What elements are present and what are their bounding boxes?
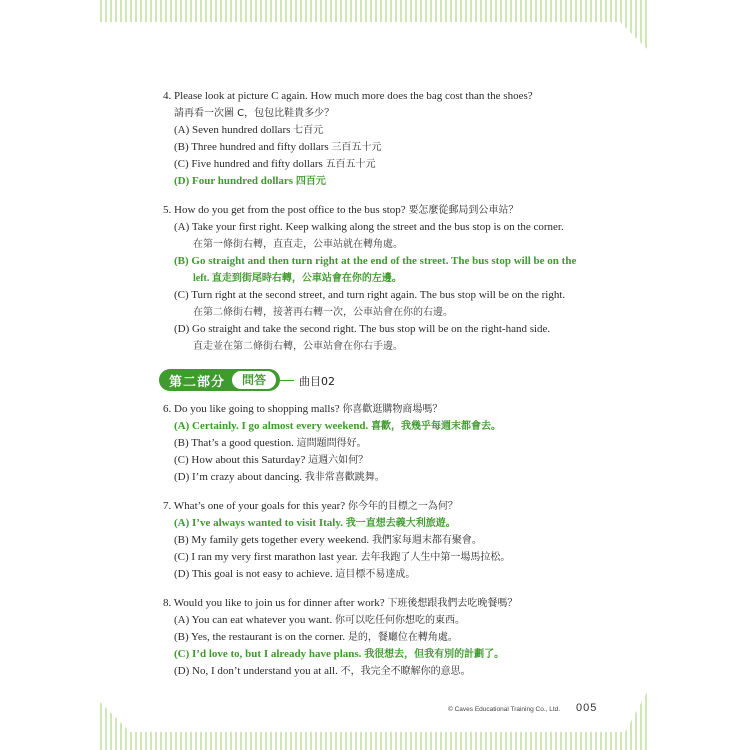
question-8-option-c-correct: (C) I’d love to, but I already have plans. 我很想去，但我有別的計劃了。 <box>174 648 505 660</box>
question-7-prompt: 7. What’s one of your goals for this year? 你今年的目標之一為何？ <box>163 500 458 512</box>
question-6-prompt: 6. Do you like going to shopping malls? 你喜歡逛購物商場嗎？ <box>163 403 443 415</box>
question-5-option-b-correct: (B) Go straight and then turn right at the end of the street. The bus stop will be on the <box>174 255 577 267</box>
page-number: 005 <box>576 702 598 714</box>
question-7-option-a-correct: (A) I’ve always wanted to visit Italy. 我一直想去義大利旅遊。 <box>174 517 456 529</box>
question-6-option-a-correct: (A) Certainly. I go almost every weekend. 喜歡，我幾乎每週末都會去。 <box>174 420 502 432</box>
question-4-option-a: (A) Seven hundred dollars 七百元 <box>174 124 324 136</box>
question-7 <box>163 498 603 583</box>
question-4-option-c: (C) Five hundred and fifty dollars 五百五十元 <box>174 158 376 170</box>
part-2-badge <box>159 369 280 391</box>
bottom-stripe-decoration <box>100 732 650 750</box>
question-5-option-d: (D) Go straight and take the second right. The bus stop will be on the right-hand side. <box>174 323 551 335</box>
question-5-option-a-zh: 在第一條街右轉，直直走，公車站就在轉角處。 <box>193 239 403 250</box>
question-7-option-d: (D) This goal is not easy to achieve. 這目標不易達成。 <box>174 568 416 580</box>
corner-decoration-top-right <box>620 22 650 52</box>
page-content <box>163 88 603 692</box>
copyright-footer: © Caves Educational Training Co., Ltd. <box>448 706 561 713</box>
part-2-header <box>159 367 603 395</box>
question-5-option-d-zh: 直走並在第二條街右轉，公車站會在你右手邊。 <box>193 341 403 352</box>
question-8-prompt: 8. Would you like to join us for dinner after work? 下班後想跟我們去吃晚餐嗎？ <box>163 597 518 609</box>
corner-decoration-bottom-left <box>100 702 130 732</box>
part-2-sublabel: 問答 <box>231 370 277 390</box>
question-6-option-c: (C) How about this Saturday? 這週六如何？ <box>174 454 369 466</box>
question-4-option-b: (B) Three hundred and fifty dollars 三百五十元 <box>174 141 382 153</box>
question-6-option-d: (D) I’m crazy about dancing. 我非常喜歡跳舞。 <box>174 471 385 483</box>
question-5-option-c-zh: 在第二條街右轉，接著再右轉一次，公車站會在你的右邊。 <box>193 307 453 318</box>
question-7-option-c: (C) I ran my very first marathon last year. 去年我跑了人生中第一場馬拉松。 <box>174 551 511 563</box>
question-8 <box>163 595 603 680</box>
question-5-option-b-line2: left. 直走到街尾時右轉，公車站會在你的左邊。 <box>193 273 402 284</box>
question-5-option-c: (C) Turn right at the second street, and turn right again. The bus stop will be on the right. <box>174 289 566 301</box>
part-2-label: 第二部分 <box>169 374 226 390</box>
corner-decoration-bottom-right <box>625 687 650 732</box>
question-5 <box>163 202 603 355</box>
top-stripe-decoration <box>100 0 650 22</box>
question-5-prompt: 5. How do you get from the post office to the bus stop? 要怎麼從郵局到公車站？ <box>163 204 519 216</box>
question-4-prompt-zh: 請再看一次圖 C，包包比鞋貴多少？ <box>174 108 335 119</box>
track-label: 曲目02 <box>299 375 335 388</box>
question-6 <box>163 401 603 486</box>
question-8-option-a: (A) You can eat whatever you want. 你可以吃任何你想吃的東西。 <box>174 614 465 626</box>
question-8-option-b: (B) Yes, the restaurant is on the corner. 是的，餐廳位在轉角處。 <box>174 631 458 643</box>
question-7-option-b: (B) My family gets together every weekend. 我們家每週末都有聚會。 <box>174 534 482 546</box>
question-4 <box>163 88 603 190</box>
question-8-option-d: (D) No, I don’t understand you at all. 不，我完全不瞭解你的意思。 <box>174 665 471 677</box>
question-4-prompt: 4. Please look at picture C again. How much more does the bag cost than the shoes? <box>163 90 533 102</box>
question-6-option-b: (B) That’s a good question. 這問題問得好。 <box>174 437 367 449</box>
question-4-option-d-correct: (D) Four hundred dollars 四百元 <box>174 175 326 187</box>
question-5-option-a: (A) Take your first right. Keep walking along the street and the bus stop is on the corner. <box>174 221 564 233</box>
